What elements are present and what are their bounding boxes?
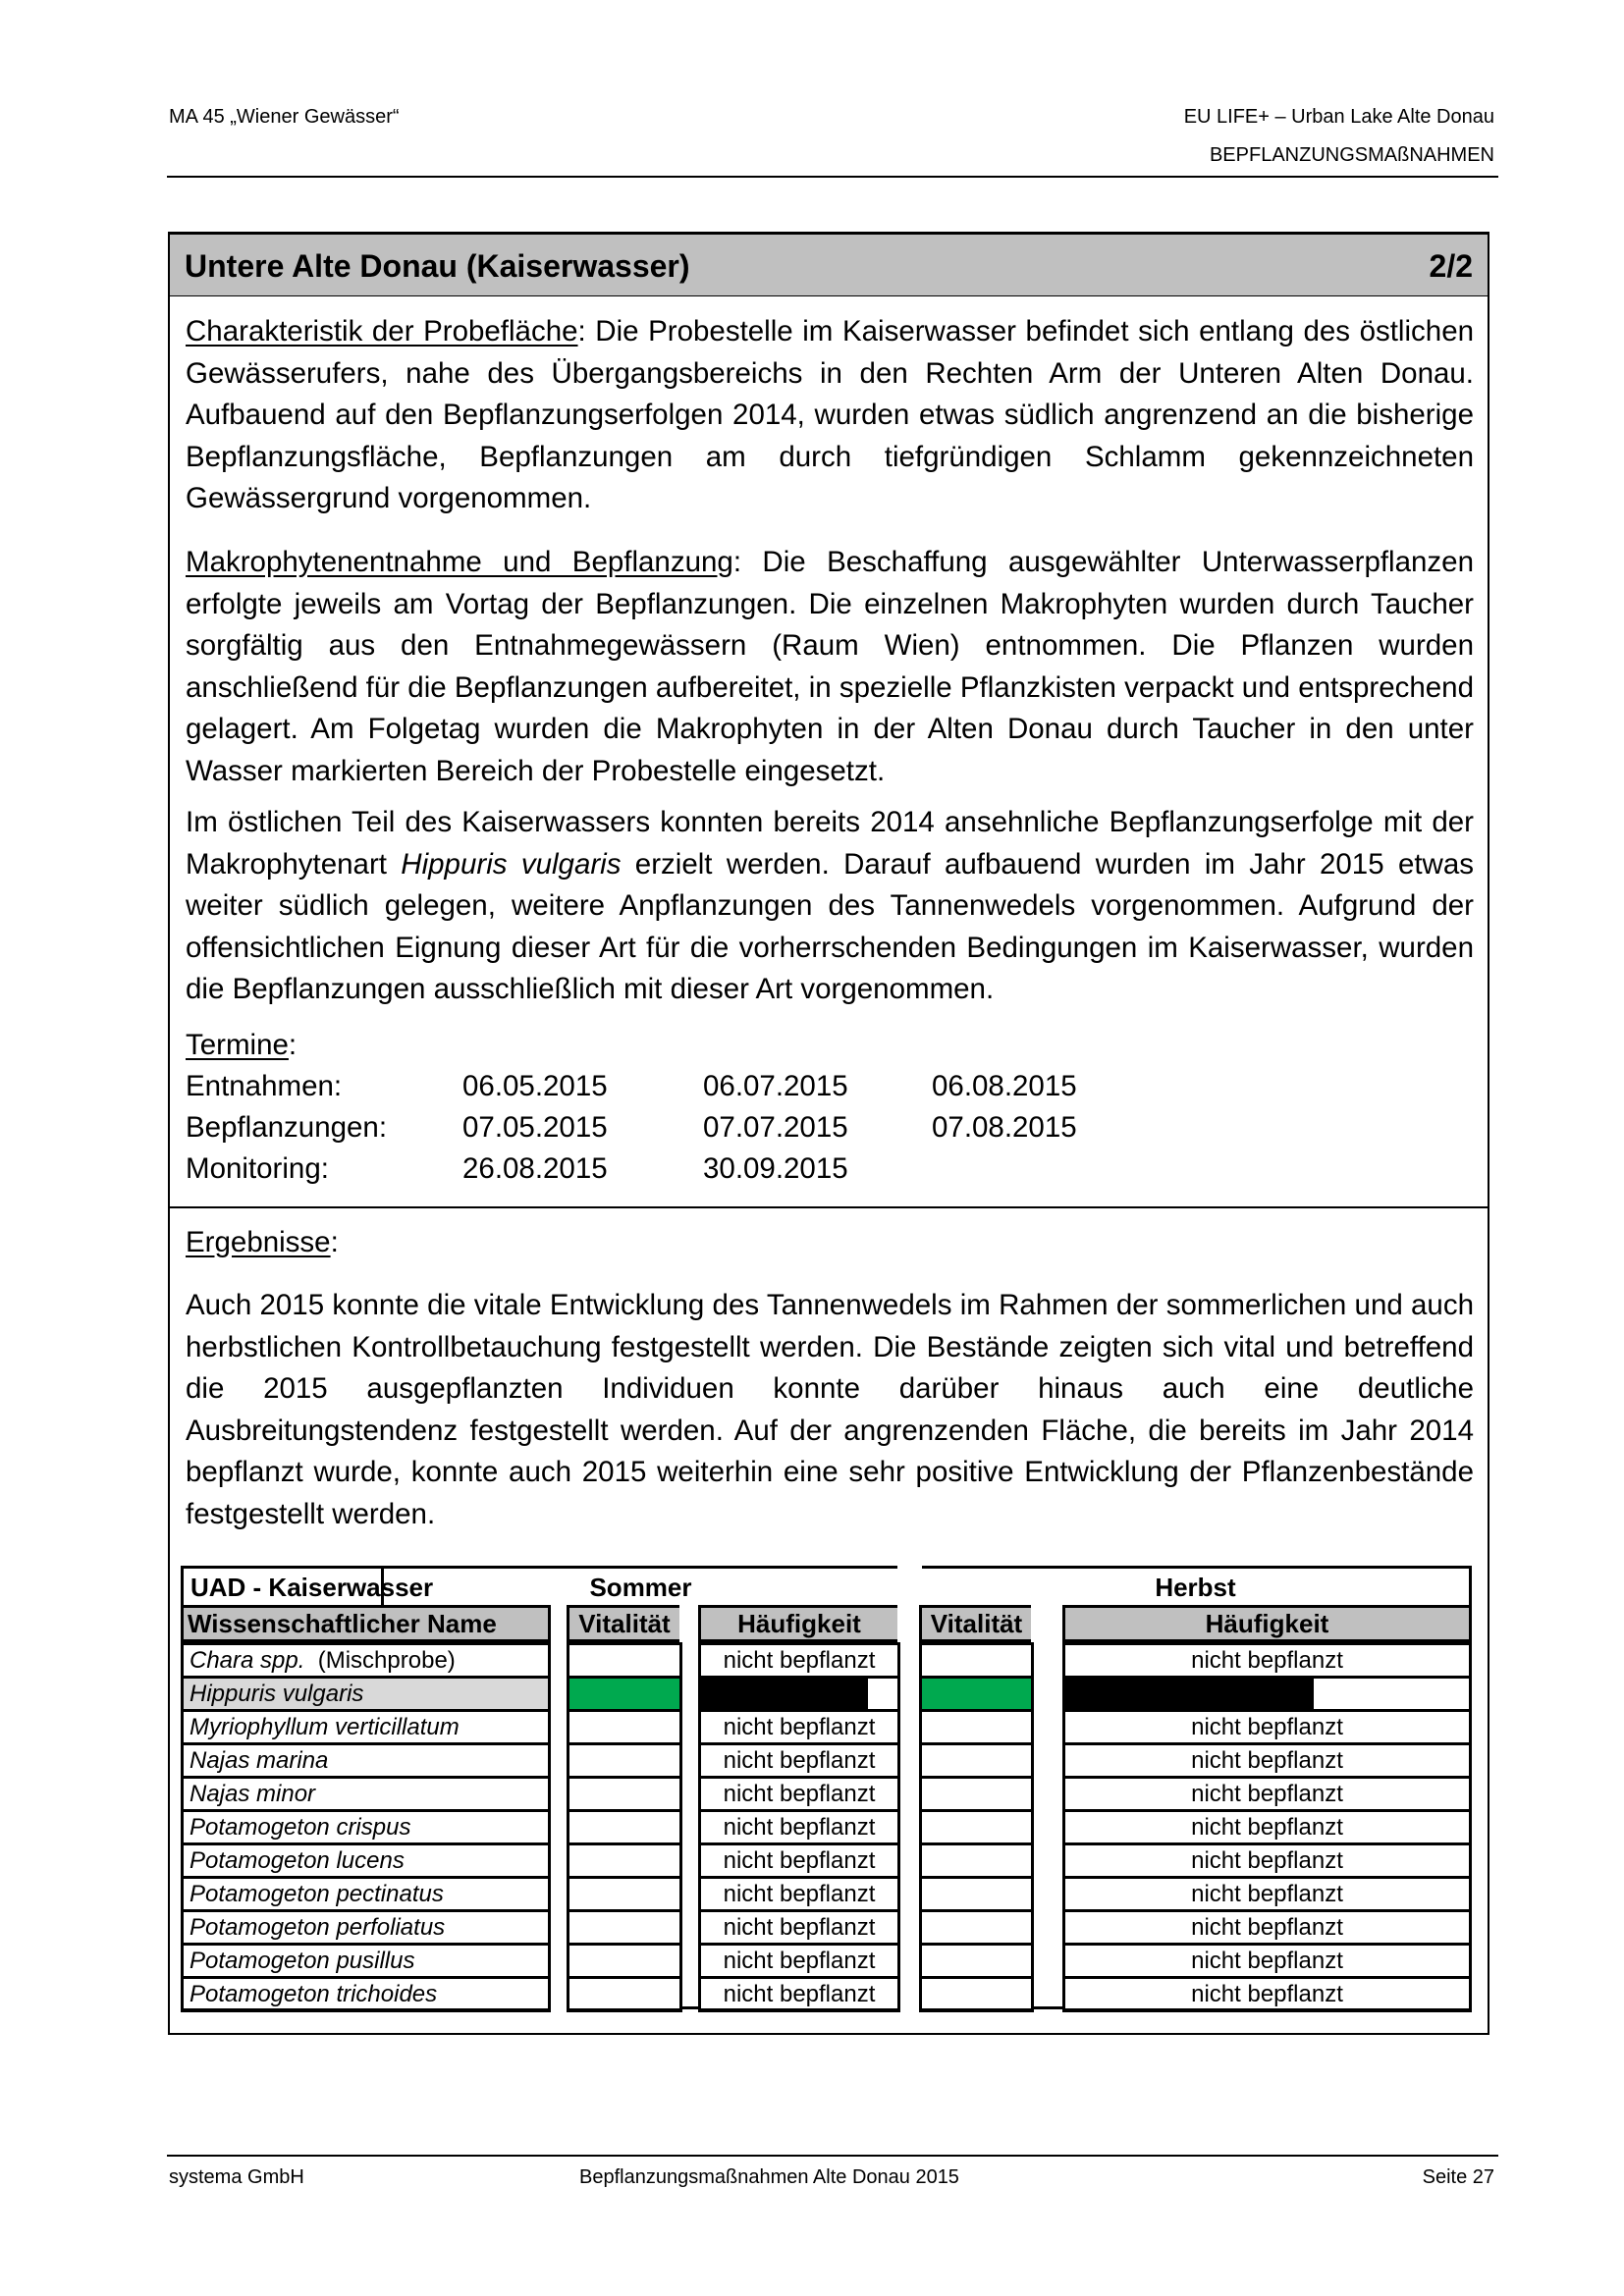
- summer-vitality-cell: [567, 1909, 682, 1946]
- summer-vitality-cell: [567, 1742, 682, 1779]
- table-row-name: [181, 1943, 551, 1979]
- paragraph-ergebnisse: [186, 1285, 1474, 1535]
- species-name: Najas minor: [189, 1781, 316, 1807]
- section-title: Untere Alte Donau (Kaiserwasser): [185, 248, 690, 284]
- frequency-bar: [1065, 1679, 1314, 1709]
- termine-label: Entnahmen:: [186, 1070, 343, 1102]
- label-ergebnisse: Ergebnisse: [186, 1226, 331, 1258]
- table-row-name: [181, 1842, 551, 1879]
- header-right-chapter: BEPFLANZUNGSMAßNAHMEN: [1209, 144, 1494, 166]
- autumn-frequency-cell: nicht bepflanzt: [1062, 1909, 1472, 1946]
- termine-date: 26.08.2015: [462, 1152, 608, 1185]
- footer-company: systema GmbH: [169, 2166, 304, 2188]
- species-name: Potamogeton pusillus: [189, 1948, 415, 1974]
- autumn-frequency-cell: nicht bepflanzt: [1062, 1809, 1472, 1845]
- paragraph-makrophyten: [186, 542, 1474, 792]
- species-hippuris: Hippuris vulgaris: [401, 847, 622, 881]
- termine-date: 30.09.2015: [703, 1152, 848, 1185]
- summer-frequency-cell: nicht bepflanzt: [698, 1909, 900, 1946]
- table-row-name: [181, 1709, 551, 1745]
- termine-row-monitoring: [186, 1152, 1167, 1194]
- ergebnisse-colon: :: [330, 1226, 339, 1258]
- summer-frequency-cell: nicht bepflanzt: [698, 1809, 900, 1845]
- termine-label: Bepflanzungen:: [186, 1111, 388, 1144]
- species-name: Hippuris vulgaris: [189, 1681, 364, 1707]
- summer-vitality-cell: [567, 1676, 682, 1712]
- footer-rule: [167, 2155, 1498, 2157]
- col-header-summer-frequency: Häufigkeit: [701, 1605, 900, 1642]
- autumn-frequency-cell: nicht bepflanzt: [1062, 1776, 1472, 1812]
- results-table: [181, 1566, 1472, 2009]
- summer-frequency-cell: nicht bepflanzt: [698, 1876, 900, 1912]
- section-page-indicator: 2/2: [1429, 248, 1473, 284]
- text-oestlich-1: Im östlichen Teil des Kaiserwassers konnten bereits 2014 ansehnliche Bepflanzungserfolge mit der Makrophytenart: [186, 806, 1474, 881]
- summer-frequency-cell: nicht bepflanzt: [698, 1976, 900, 2012]
- autumn-frequency-cell: nicht bepflanzt: [1062, 1842, 1472, 1879]
- gap-3: [1031, 1605, 1065, 2006]
- species-name: Potamogeton crispus: [189, 1814, 411, 1841]
- summer-frequency-cell: [698, 1676, 900, 1712]
- autumn-vitality-cell: [919, 1742, 1034, 1779]
- header-rule: [167, 176, 1498, 178]
- table-row-name: [181, 1809, 551, 1845]
- summer-heading: Sommer: [589, 1573, 692, 1602]
- autumn-vitality-cell: [919, 1842, 1034, 1879]
- text-makrophyten: : Die Beschaffung ausgewählter Unterwasserpflanzen erfolgte jeweils am Vortag der Bepflanzungen. Die einzelnen Makrophyten wurden durch Taucher sorgfältig aus den Entnahmegewässern (Raum Wien) entnommen. Die Pflanzen wurden anschließend für die Bepflanzungen aufbereitet, in spezielle Pflanzkisten verpackt und entsprechend gelagert. Am Folgetag wurden die Makrophyten in der Alten Donau durch Taucher in den unter Wasser markierten Bereich der Probestelle eingesetzt.: [186, 546, 1474, 787]
- autumn-heading: Herbst: [1155, 1573, 1236, 1602]
- autumn-vitality-cell: [919, 1943, 1034, 1979]
- table-row-name: [181, 1776, 551, 1812]
- table-title: UAD - Kaiserwasser: [190, 1573, 434, 1602]
- section-header: [170, 235, 1488, 296]
- termine-date: 07.05.2015: [462, 1111, 608, 1144]
- summer-vitality-cell: [567, 1976, 682, 2012]
- summer-vitality-cell: [567, 1876, 682, 1912]
- termine-date: 06.07.2015: [703, 1070, 848, 1102]
- section-divider: [170, 1206, 1488, 1208]
- species-name: Potamogeton pectinatus: [189, 1881, 444, 1907]
- autumn-vitality-cell: [919, 1709, 1034, 1745]
- species-name: Myriophyllum verticillatum: [189, 1714, 460, 1740]
- col-header-name: Wissenschaftlicher Name: [181, 1605, 551, 1642]
- summer-frequency-cell: nicht bepflanzt: [698, 1776, 900, 1812]
- summer-vitality-cell: [567, 1809, 682, 1845]
- header-right-project: EU LIFE+ – Urban Lake Alte Donau: [1183, 106, 1494, 128]
- summer-vitality-cell: [567, 1642, 682, 1679]
- label-makrophyten: Makrophytenentnahme und Bepflanzung: [186, 546, 733, 578]
- table-row-name: [181, 1976, 551, 2012]
- autumn-vitality-cell: [919, 1909, 1034, 1946]
- paragraph-charakteristik: [186, 311, 1474, 520]
- footer-document-title: Bepflanzungsmaßnahmen Alte Donau 2015: [579, 2166, 959, 2188]
- termine-row-bepflanzungen: [186, 1111, 1167, 1152]
- termine-label: Monitoring:: [186, 1152, 329, 1185]
- termine-heading: [186, 1029, 297, 1070]
- autumn-vitality-cell: [919, 1642, 1034, 1679]
- autumn-vitality-cell: [919, 1809, 1034, 1845]
- label-charakteristik: Charakteristik der Probefläche: [186, 315, 578, 347]
- species-name: Potamogeton perfoliatus: [189, 1914, 446, 1941]
- autumn-frequency-cell: [1062, 1676, 1472, 1712]
- autumn-frequency-cell: nicht bepflanzt: [1062, 1642, 1472, 1679]
- table-row-name: [181, 1909, 551, 1946]
- autumn-vitality-cell: [919, 1976, 1034, 2012]
- summer-frequency-cell: nicht bepflanzt: [698, 1842, 900, 1879]
- ergebnisse-heading: [186, 1226, 339, 1267]
- col-header-autumn-vitality: Vitalität: [919, 1605, 1034, 1642]
- text-oestlich-2: erzielt werden. Darauf aufbauend wurden im Jahr 2015 etwas weiter südlich gelegen, weitere Anpflanzungen des Tannenwedels vorgenommen. Aufgrund der offensichtlichen Eignung dieser Art für die vorherrschenden Bedingungen im Kaiserwasser, wurden die Bepflanzungen ausschließlich mit dieser Art vorgenommen.: [186, 847, 1475, 1005]
- paragraph-oestlich: [186, 802, 1474, 1011]
- autumn-frequency-cell: nicht bepflanzt: [1062, 1943, 1472, 1979]
- autumn-frequency-cell: nicht bepflanzt: [1062, 1742, 1472, 1779]
- table-row-name: [181, 1642, 551, 1679]
- label-termine: Termine: [186, 1029, 289, 1061]
- termine-date: 06.05.2015: [462, 1070, 608, 1102]
- autumn-vitality-cell: [919, 1876, 1034, 1912]
- autumn-frequency-cell: nicht bepflanzt: [1062, 1709, 1472, 1745]
- species-name: Chara spp.: [189, 1647, 305, 1674]
- summer-frequency-cell: nicht bepflanzt: [698, 1642, 900, 1679]
- summer-frequency-cell: nicht bepflanzt: [698, 1943, 900, 1979]
- summer-vitality-cell: [567, 1842, 682, 1879]
- table-row-name: [181, 1876, 551, 1912]
- summer-frequency-cell: nicht bepflanzt: [698, 1742, 900, 1779]
- autumn-vitality-cell: [919, 1676, 1034, 1712]
- autumn-frequency-cell: nicht bepflanzt: [1062, 1876, 1472, 1912]
- termine-row-entnahmen: [186, 1070, 1167, 1111]
- text-charakteristik: : Die Probestelle im Kaiserwasser befindet sich entlang des östlichen Gewässerufers, nahe des Übergangsbereichs in den Rechten Arm der Unteren Alten Donau. Aufbauend auf den Bepflanzungserfolgen 2014, wurden etwas südlich angrenzend an die bisherige Bepflanzungsfläche, Bepflanzungen am durch tiefgründigen Schlamm gekennzeichneten Gewässergrund vorgenommen.: [186, 315, 1475, 514]
- summer-vitality-cell: [567, 1776, 682, 1812]
- footer-page-number: Seite 27: [1422, 2166, 1494, 2188]
- summer-vitality-cell: [567, 1943, 682, 1979]
- species-name: Potamogeton lucens: [189, 1847, 405, 1874]
- header-left: MA 45 „Wiener Gewässer“: [169, 106, 400, 128]
- autumn-frequency-cell: nicht bepflanzt: [1062, 1976, 1472, 2012]
- species-name: Najas marina: [189, 1747, 329, 1774]
- termine-date: 07.07.2015: [703, 1111, 848, 1144]
- summer-frequency-cell: nicht bepflanzt: [698, 1709, 900, 1745]
- col-header-summer-vitality: Vitalität: [569, 1605, 682, 1642]
- termine-colon: :: [288, 1029, 298, 1061]
- termine-date: 06.08.2015: [932, 1070, 1077, 1102]
- summer-vitality-cell: [567, 1709, 682, 1745]
- col-header-autumn-frequency: Häufigkeit: [1065, 1605, 1472, 1642]
- species-suffix: (Mischprobe): [304, 1647, 456, 1674]
- table-row-name: [181, 1676, 551, 1712]
- autumn-vitality-cell: [919, 1776, 1034, 1812]
- text-ergebnisse: Auch 2015 konnte die vitale Entwicklung des Tannenwedels im Rahmen der sommerlichen und auch herbstlichen Kontrollbetauchung festgestellt werden. Die Bestände zeigten sich vital und betreffend die 2015 ausgepflanzten Individuen konnte darüber hinaus auch eine deutliche Ausbreitungstendenz festgestellt werden. Auf der angrenzenden Fläche, die bereits im Jahr 2014 bepflanzt wurde, konnte auch 2015 weiterhin eine sehr positive Entwicklung der Pflanzenbestände festgestellt werden.: [186, 1289, 1474, 1530]
- table-row-name: [181, 1742, 551, 1779]
- termine-date: 07.08.2015: [932, 1111, 1077, 1144]
- species-name: Potamogeton trichoides: [189, 1981, 438, 2007]
- frequency-bar: [701, 1679, 868, 1709]
